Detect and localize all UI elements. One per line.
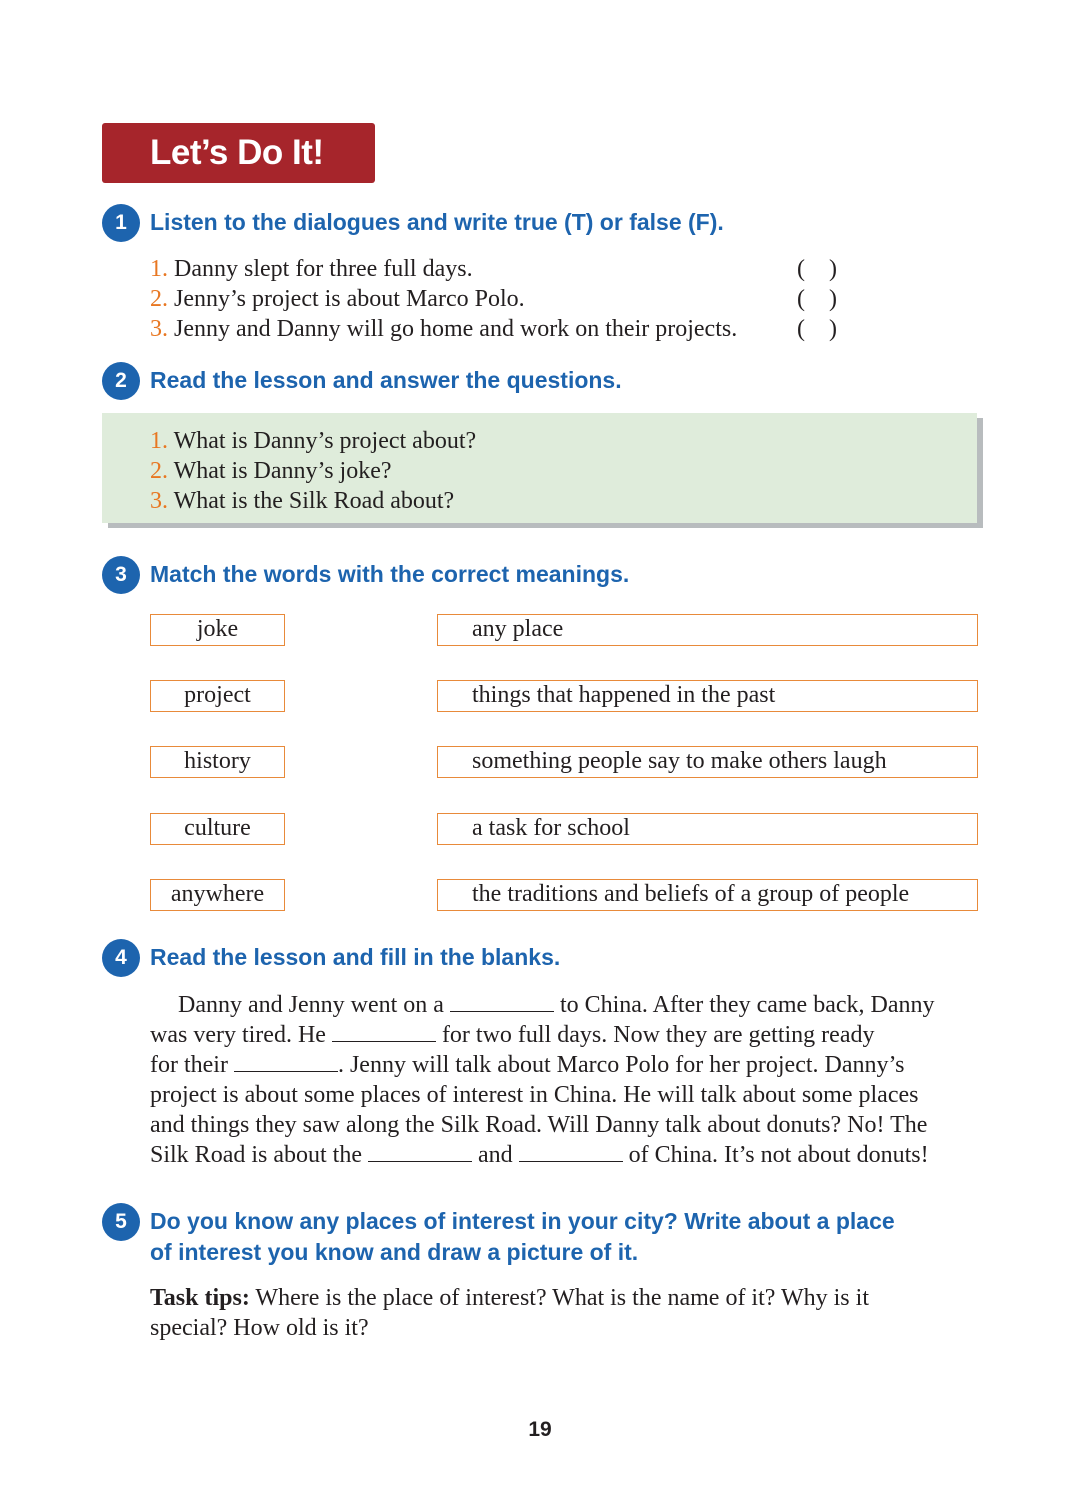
match-word[interactable]: project — [150, 680, 285, 712]
fill-blank[interactable] — [234, 1051, 338, 1072]
answer-blank[interactable]: ( ) — [797, 316, 837, 342]
match-meaning[interactable]: things that happened in the past — [437, 680, 978, 712]
question-item: 2. What is Danny’s joke? — [150, 458, 392, 484]
match-word[interactable]: joke — [150, 614, 285, 646]
task-tips: Task tips: Where is the place of interest? What is the name of it? Why is it special? How old is it? — [150, 1285, 869, 1341]
list-item: 2. Jenny’s project is about Marco Polo. — [150, 286, 525, 312]
answer-blank[interactable]: ( ) — [797, 286, 837, 312]
match-meaning[interactable]: any place — [437, 614, 978, 646]
exercise-number: 5 — [102, 1203, 140, 1241]
exercise-instruction: Listen to the dialogues and write true (T) or false (F). — [150, 209, 724, 235]
match-meaning[interactable]: something people say to make others laugh — [437, 746, 978, 778]
fill-blank[interactable] — [332, 1021, 436, 1042]
fill-blank[interactable] — [519, 1141, 623, 1162]
question-item: 1. What is Danny’s project about? — [150, 428, 477, 454]
section-banner: Let’s Do It! — [102, 123, 375, 183]
page-number: 19 — [528, 1418, 552, 1441]
fill-blank[interactable] — [368, 1141, 472, 1162]
exercise-number: 1 — [102, 204, 140, 242]
list-item: 3. Jenny and Danny will go home and work on their projects. — [150, 316, 738, 342]
answer-blank[interactable]: ( ) — [797, 256, 837, 282]
match-meaning[interactable]: a task for school — [437, 813, 978, 845]
match-word[interactable]: anywhere — [150, 879, 285, 911]
fill-blank[interactable] — [450, 991, 554, 1012]
exercise-number: 4 — [102, 939, 140, 977]
exercise-instruction: Do you know any places of interest in your city? Write about a place of interest you know and draw a picture of it. — [150, 1208, 895, 1265]
exercise-number: 2 — [102, 362, 140, 400]
match-word[interactable]: history — [150, 746, 285, 778]
match-word[interactable]: culture — [150, 813, 285, 845]
exercise-instruction: Read the lesson and answer the questions. — [150, 367, 622, 393]
exercise-instruction: Match the words with the correct meanings. — [150, 561, 630, 587]
exercise-number: 3 — [102, 556, 140, 594]
exercise-instruction: Read the lesson and fill in the blanks. — [150, 944, 561, 970]
list-item: 1. Danny slept for three full days. — [150, 256, 473, 282]
question-item: 3. What is the Silk Road about? — [150, 488, 455, 514]
fill-in-paragraph: Danny and Jenny went on a to China. After they came back, Danny was very tired. He for two full days. Now they are getting ready for their . Jenny will talk about Marco Polo for her project. Danny’s project is about some places of interest in China. He will talk about some places and things they saw along the Silk Road. Will Danny talk about donuts? No! The Silk Road is about the and of China. It’s not about donuts! — [150, 992, 935, 1168]
match-meaning[interactable]: the traditions and beliefs of a group of people — [437, 879, 978, 911]
task-tips-label: Task tips: — [150, 1285, 250, 1311]
